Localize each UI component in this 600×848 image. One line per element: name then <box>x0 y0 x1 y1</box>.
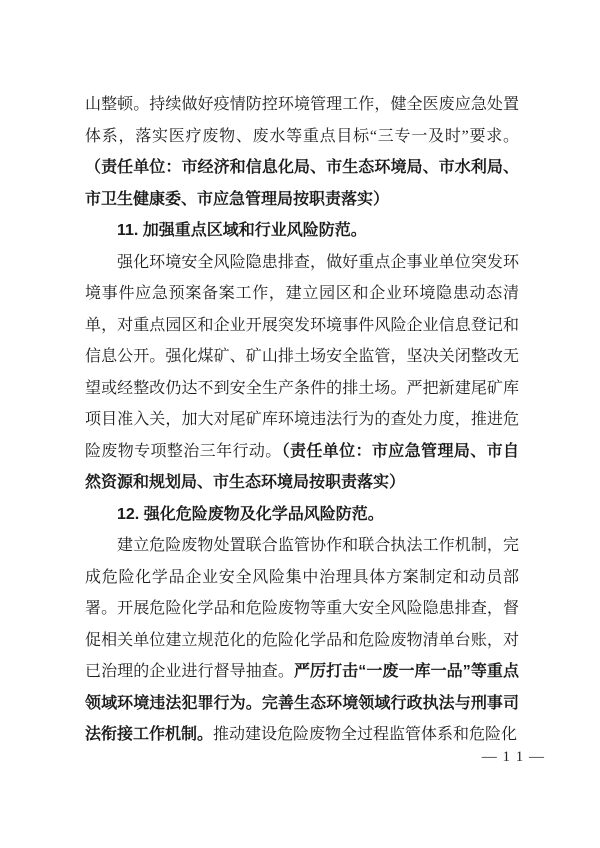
page-number: — 1 1 — <box>481 749 545 765</box>
heading-item-11 <box>85 215 519 247</box>
body-text: 推动建设危险废物全过程监管体系和危险化 <box>213 726 518 743</box>
heading-text: 12. 强化危险废物及化学品风险防范。 <box>117 505 384 523</box>
heading-text: 11. 加强重点区域和行业风险防范。 <box>117 222 367 239</box>
responsibility-units-text: （责任单位：市应急管理局、市自然资源和规划局、市生态环境局按职责落实） <box>85 442 519 491</box>
paragraph-item-11 <box>85 247 519 499</box>
paragraph-continuation <box>85 89 519 215</box>
body-text: 山整顿。持续做好疫情防控环境管理工作，健全医废应急处置体系，落实医疗废物、废水等重点目标“三专一及时”要求。 <box>85 96 519 145</box>
paragraph-item-12 <box>85 530 519 751</box>
heading-item-12 <box>85 499 519 531</box>
responsibility-units-text: （责任单位：市经济和信息化局、市生态环境局、市水利局、市卫生健康委、市应急管理局按职责落实） <box>85 159 519 208</box>
body-text: 建立危险废物处置联合监管协作和联合执法工作机制，完成危险化学品企业安全风险集中治理具体方案制定和动员部署。开展危险化学品和危险废物等重大安全风险隐患排查，督促相关单位建立规范化的危险化学品和危险废物清单台账，对已治理的企业进行督导抽查。 <box>85 537 519 680</box>
document-body <box>85 89 519 751</box>
body-text: 强化环境安全风险隐患排查，做好重点企事业单位突发环境事件应急预案备案工作，建立园区和企业环境隐患动态清单，对重点园区和企业开展突发环境事件风险企业信息登记和信息公开。强化煤矿、矿山排土场安全监管，坚决关闭整改无望或经整改仍达不到安全生产条件的排土场。严把新建尾矿库项目准入关，加大对尾矿库环境违法行为的查处力度，推进危险废物专项整治三年行动。 <box>85 253 519 460</box>
emphasis-text: 严厉打击“一废一库一品”等重点领域环境违法犯罪行为。完善生态环境领域行政执法与刑事司法衔接工作机制。 <box>85 663 519 743</box>
